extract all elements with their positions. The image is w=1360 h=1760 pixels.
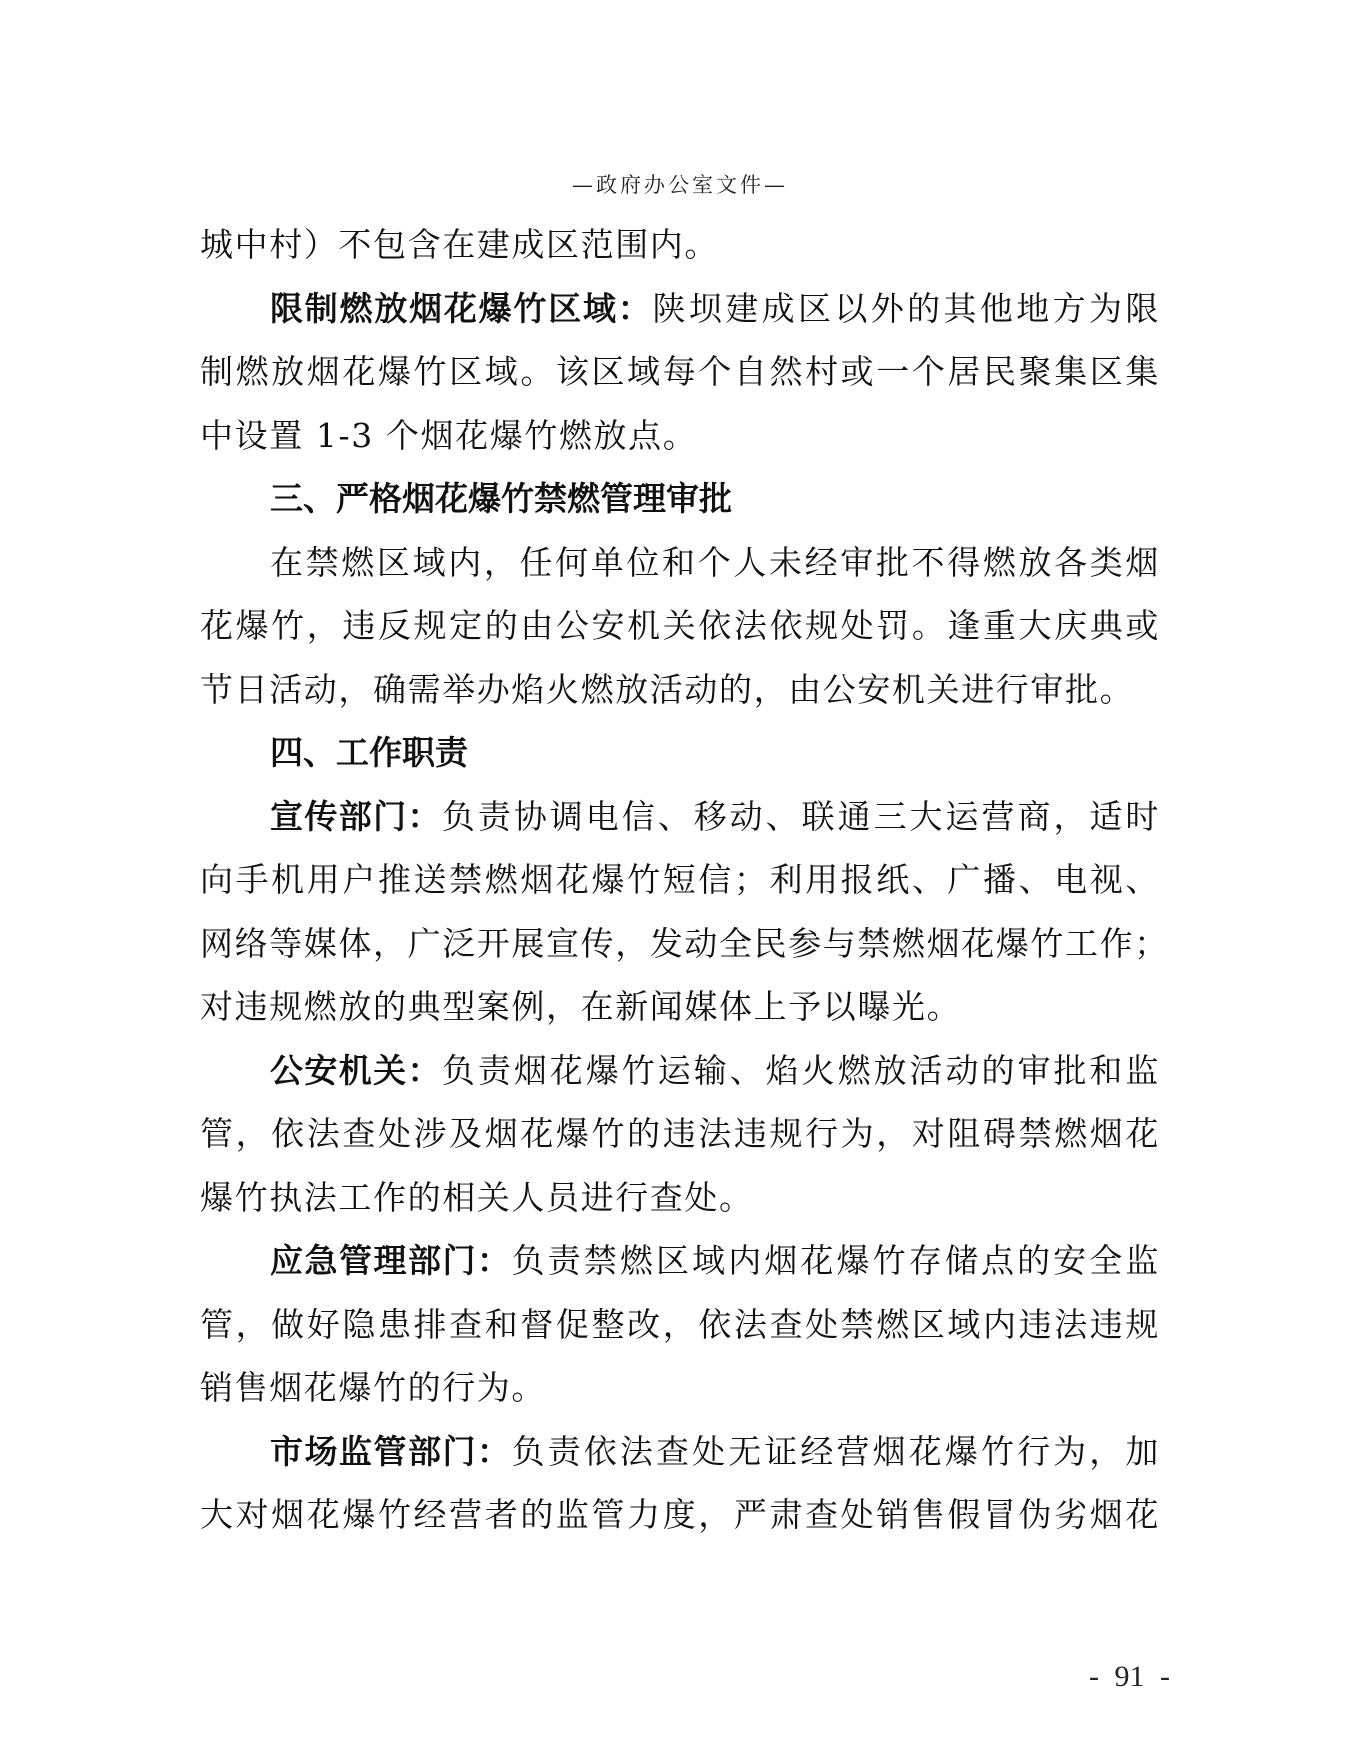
paragraph-line: 管，依法查处涉及烟花爆竹的违法违规行为，对阻碍禁燃烟花	[200, 1114, 1160, 1153]
paragraph-line: 爆竹执法工作的相关人员进行查处。	[200, 1177, 754, 1217]
section-heading-4: 四、工作职责	[270, 733, 468, 772]
paragraph-lead: 宣传部门：	[270, 796, 442, 836]
paragraph-text: 陕坝建成区以外的其他地方为限	[652, 288, 1161, 328]
paragraph-text: 负责依法查处无证经营烟花爆竹行为，加	[511, 1431, 1160, 1471]
document-body	[200, 213, 1169, 1547]
paragraph-public-security	[200, 1039, 1160, 1103]
paragraph-emergency-mgmt	[200, 1229, 1160, 1293]
paragraph-lead: 市场监管部门：	[270, 1431, 512, 1471]
section-heading-3: 三、严格烟花爆竹禁燃管理审批	[270, 479, 732, 518]
paragraph-lead: 公安机关：	[270, 1050, 442, 1090]
paragraph-text: 负责协调电信、移动、联通三大运营商，适时	[441, 796, 1160, 836]
paragraph-lead: 限制燃放烟花爆竹区域：	[270, 288, 653, 328]
paragraph-line: 向手机用户推送禁燃烟花爆竹短信；利用报纸、广播、电视、	[200, 860, 1160, 899]
paragraph-line: 在禁燃区域内，任何单位和个人未经审批不得燃放各类烟	[270, 542, 1160, 582]
paragraph-line: 对违规燃放的典型案例，在新闻媒体上予以曝光。	[200, 987, 962, 1026]
paragraph-restricted-zone	[200, 277, 1160, 341]
paragraph-line: 管，做好隐患排查和督促整改，依法查处禁燃区域内违法违规	[200, 1304, 1160, 1344]
paragraph-line: 网络等媒体，广泛开展宣传，发动全民参与禁燃烟花爆竹工作；	[200, 923, 1169, 963]
page-number: - 91 -	[1089, 1660, 1170, 1693]
paragraph-text: 负责烟花爆竹运输、焰火燃放活动的审批和监	[441, 1050, 1160, 1090]
paragraph-line: 节日活动，确需举办焰火燃放活动的，由公安机关进行审批。	[200, 669, 1135, 709]
paragraph-line: 城中村）不包含在建成区范围内。	[200, 225, 719, 264]
paragraph-text: 负责禁燃区域内烟花爆竹存储点的安全监	[511, 1241, 1160, 1280]
document-header: —政府办公室文件—	[572, 173, 788, 197]
paragraph-lead: 应急管理部门：	[270, 1241, 512, 1280]
paragraph-market-supervision	[200, 1420, 1160, 1484]
paragraph-publicity-dept	[200, 785, 1160, 849]
paragraph-line: 销售烟花爆竹的行为。	[200, 1368, 546, 1407]
paragraph-line: 中设置 1-3 个烟花爆竹燃放点。	[200, 415, 698, 455]
paragraph-line: 大对烟花爆竹经营者的监管力度，严肃查处销售假冒伪劣烟花	[200, 1495, 1160, 1534]
paragraph-line: 花爆竹，违反规定的由公安机关依法依规处罚。逢重大庆典或	[200, 606, 1160, 645]
paragraph-line: 制燃放烟花爆竹区域。该区域每个自然村或一个居民聚集区集	[200, 352, 1160, 391]
